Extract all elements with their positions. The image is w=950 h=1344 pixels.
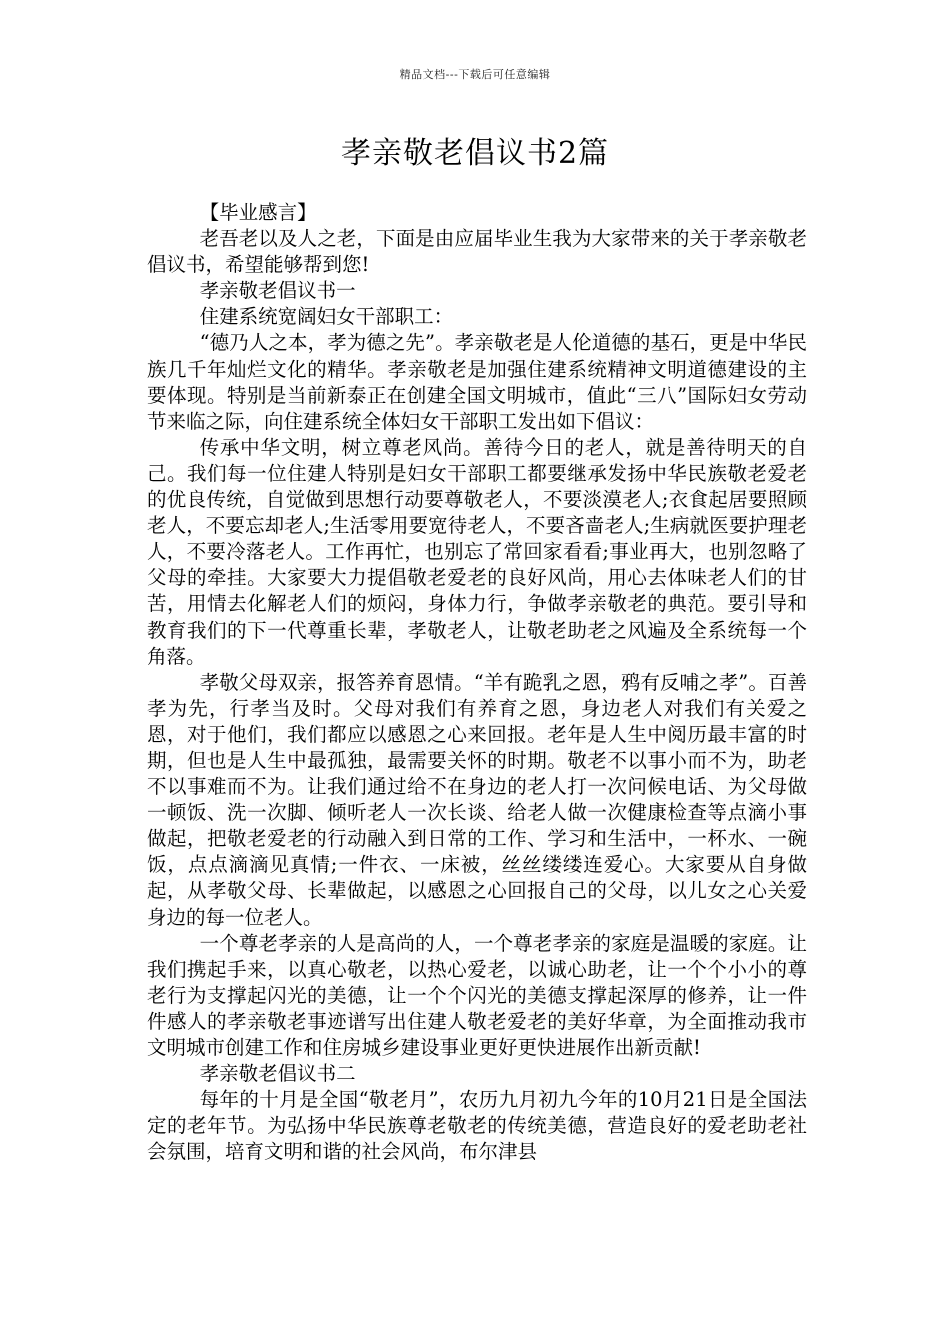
body-paragraph: 孝敬父母双亲，报答养育恩情。“羊有跪乳之恩，鸦有反哺之孝”。百善孝为先，行孝当及时。父母对我们有养育之恩，身边老人对我们有关爱之恩，对于他们，我们都应以感恩之心来回报。老年是人生中阅历最丰富的时期，但也是人生中最孤独，最需要关怀的时期。敬老不以事小而不为，助老不以事难而不为。让我们通过给不在身边的老人打一次问候电话、为父母做一顿饭、洗一次脚、倾听老人一次长谈、给老人做一次健康检查等点滴小事做起，把敬老爱老的行动融入到日常的工作、学习和生活中，一杯水、一碗饭，点点滴滴见真情;一件衣、一床被，丝丝缕缕连爱心。大家要从自身做起，从孝敬父母、长辈做起，以感恩之心回报自己的父母，以儿女之心关爱身边的每一位老人。 [147, 670, 807, 929]
body-paragraph: 一个尊老孝亲的人是高尚的人，一个尊老孝亲的家庭是温暖的家庭。让我们携起手来，以真心敬老，以热心爱老，以诚心助老，让一个个小小的尊老行为支撑起闪光的美德，让一个个闪光的美德支撑起深厚的修养，让一件件感人的孝亲敬老事迹谱写出住建人敬老爱老的美好华章，为全面推动我市文明城市创建工作和住房城乡建设事业更好更快进展作出新贡献! [147, 931, 807, 1059]
document-title: 孝亲敬老倡议书2篇 [340, 136, 610, 171]
salutation: 住建系统宽阔妇女干部职工： [199, 305, 454, 329]
header-note: 精品文档---下载后可任意编辑 [399, 68, 551, 81]
section-heading-one: 孝亲敬老倡议书一 [199, 279, 356, 303]
section-heading-two: 孝亲敬老倡议书二 [199, 1062, 356, 1086]
document-body [147, 200, 807, 1165]
body-paragraph: “德乃人之本，孝为德之先”。孝亲敬老是人伦道德的基石，更是中华民族几千年灿烂文化的精华。孝亲敬老是加强住建系统精神文明道德建设的主要体现。特别是当前新泰正在创建全国文明城市，值此“三八”国际妇女劳动节来临之际，向住建系统全体妇女干部职工发出如下倡议： [147, 331, 807, 433]
section-label-graduation: 【毕业感言】 [199, 201, 317, 224]
body-paragraph: 传承中华文明，树立尊老风尚。善待今日的老人，就是善待明天的自己。我们每一位住建人特别是妇女干部职工都要继承发扬中华民族敬老爱老的优良传统，自觉做到思想行动要尊敬老人，不要淡漠老人;衣食起居要照顾老人，不要忘却老人;生活零用要宽待老人，不要吝啬老人;生病就医要护理老人，不要冷落老人。工作再忙，也别忘了常回家看看;事业再大，也别忽略了父母的牵挂。大家要大力提倡敬老爱老的良好风尚，用心去体味老人们的甘苦，用情去化解老人们的烦闷，身体力行，争做孝亲敬老的典范。要引导和教育我们的下一代尊重长辈，孝敬老人，让敬老助老之风遍及全系统每一个角落。 [147, 435, 807, 668]
body-paragraph: 每年的十月是全国“敬老月”，农历九月初九今年的10月21日是全国法定的老年节。为弘扬中华民族尊老敬老的传统美德，营造良好的爱老助老社会氛围，培育文明和谐的社会风尚，布尔津县 [147, 1088, 807, 1164]
intro-paragraph: 老吾老以及人之老，下面是由应届毕业生我为大家带来的关于孝亲敬老倡议书，希望能够帮到您! [147, 227, 807, 277]
